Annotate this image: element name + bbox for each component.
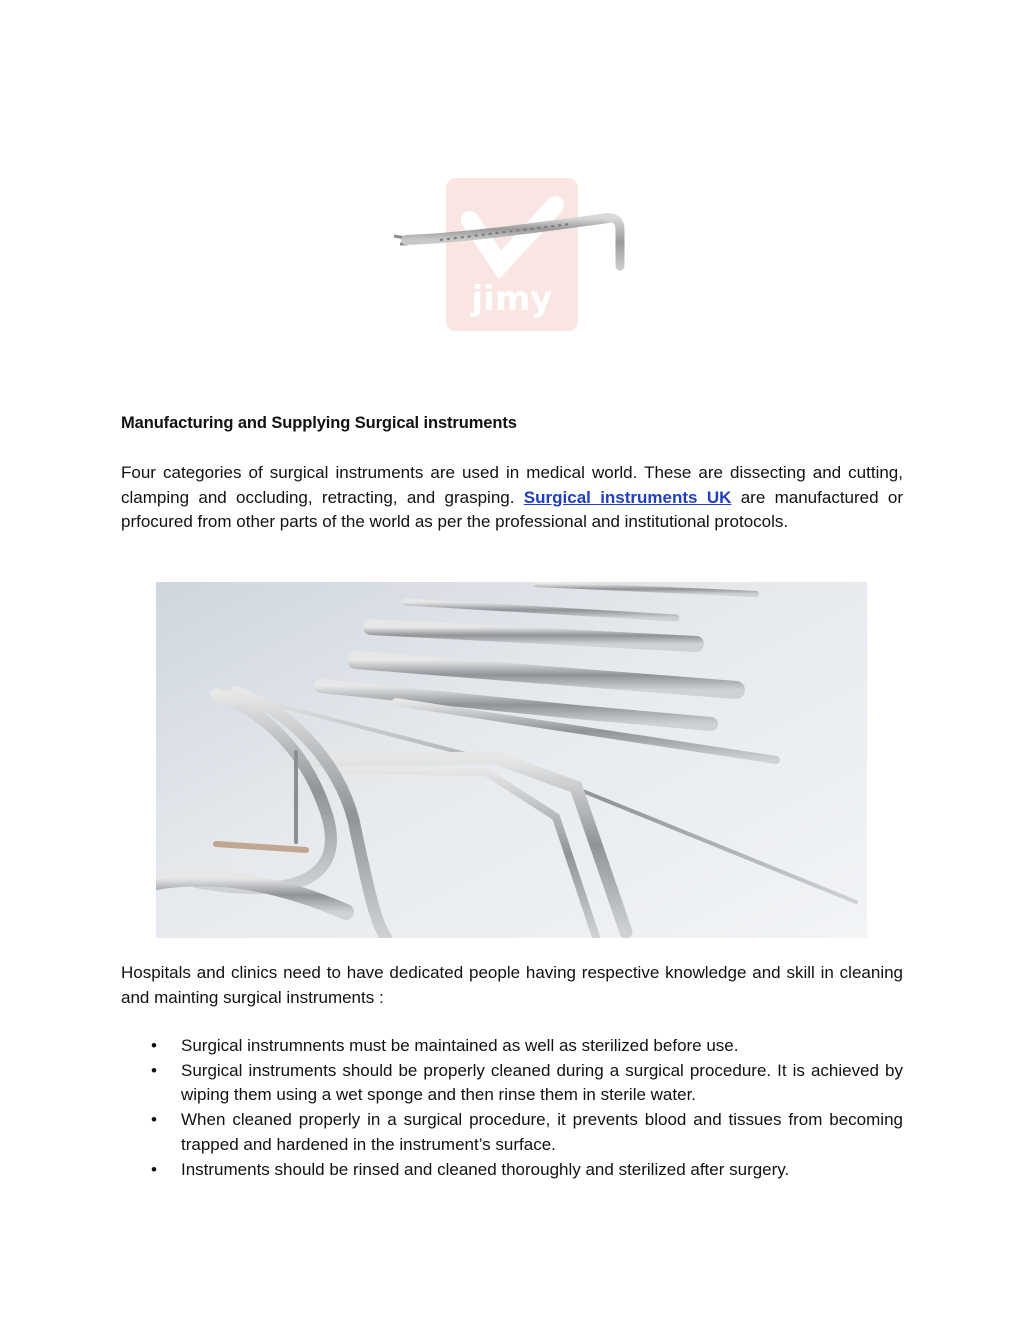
retractor-product-image xyxy=(370,170,660,380)
bullet-icon: • xyxy=(151,1060,157,1080)
surgical-instruments-photo xyxy=(156,582,867,938)
list-item-text: Surgical instruments should be properly cleaned during a surgical procedure. It is achieved by wiping them using a wet sponge and then rinse them in sterile water. xyxy=(181,1060,903,1105)
list-item xyxy=(121,1158,903,1183)
intro-text-after-link: are manufactured or prfocured from other parts of the world as per the professional and institutional protocols. xyxy=(121,487,904,532)
bullet-icon: • xyxy=(151,1036,157,1055)
list-item-text: When cleaned properly in a surgical procedure, it prevents blood and tissues from becoming trapped and hardened in the instrument’s surface. xyxy=(181,1110,903,1154)
bullet-icon: • xyxy=(151,1110,157,1130)
cleaning-bullet-list xyxy=(121,1034,903,1182)
surgical-instruments-uk-link[interactable]: Surgical instruments UK xyxy=(523,487,732,507)
list-item-text: Instruments should be rinsed and cleaned thoroughly and sterilized after surgery. xyxy=(181,1159,790,1179)
section-heading: Manufacturing and Supplying Surgical instruments xyxy=(121,414,517,432)
list-item xyxy=(121,1108,903,1157)
list-item xyxy=(121,1034,903,1059)
cleaning-paragraph: Hospitals and clinics need to have dedicated people having respective knowledge and skill in cleaning and mainting surgical instruments : xyxy=(121,963,903,1007)
list-item-text: Surgical instrumnents must be maintained as well as sterilized before use. xyxy=(181,1036,739,1055)
intro-text-before-link: Four categories of surgical instruments are used in medical world. These are dissecting and cutting, clamping and occluding, retracting, and grasping. xyxy=(121,463,903,507)
jimy-watermark-logo xyxy=(446,178,578,331)
logo-text: jimy xyxy=(471,279,553,319)
bullet-icon: • xyxy=(151,1159,157,1179)
intro-paragraph xyxy=(121,461,903,535)
list-item xyxy=(121,1059,903,1108)
